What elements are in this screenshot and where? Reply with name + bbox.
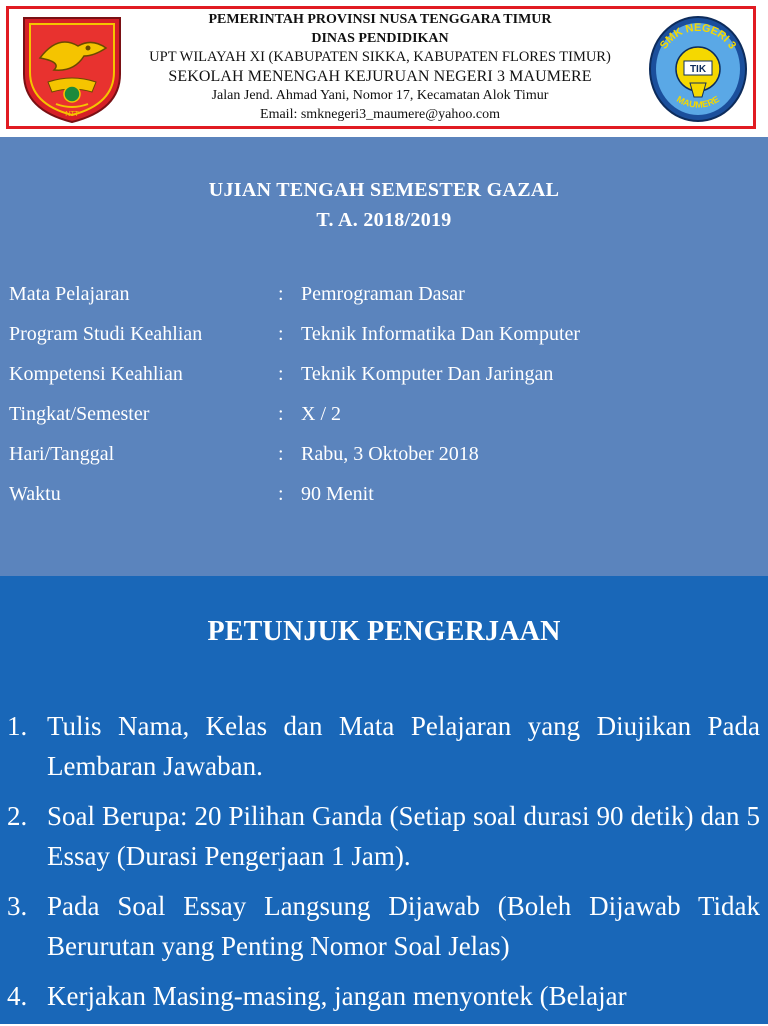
item-number: 1. [7, 711, 28, 741]
info-label: Hari/Tanggal [9, 443, 115, 465]
school-email: Email: smknegeri3_maumere@yahoo.com [260, 107, 500, 122]
item-text: Kerjakan Masing-masing, jangan menyontek (Belajar [47, 981, 627, 1011]
info-value: Pemrograman Dasar [301, 283, 465, 305]
info-colon: : [278, 283, 284, 305]
info-label: Program Studi Keahlian [9, 323, 203, 345]
info-row-study-program [9, 319, 749, 359]
school-logo-bottom-text: MAUMERE [675, 93, 722, 110]
school-logo [646, 13, 750, 125]
regional-unit: UPT WILAYAH XI (KABUPATEN SIKKA, KABUPATEN FLORES TIMUR) [149, 49, 611, 65]
exam-title: UJIAN TENGAH SEMESTER GAZAL [208, 179, 560, 201]
letterhead [0, 0, 768, 137]
info-label: Tingkat/Semester [9, 403, 150, 425]
department-name: DINAS PENDIDIKAN [311, 31, 449, 46]
province-emblem-logo [18, 12, 126, 124]
info-colon: : [278, 443, 284, 465]
info-row-duration [9, 479, 749, 519]
list-item [7, 886, 760, 966]
info-label: Waktu [9, 483, 61, 505]
school-logo-center-text: TIK [689, 64, 707, 75]
info-label: Mata Pelajaran [9, 283, 130, 305]
info-colon: : [278, 403, 284, 425]
info-value: Rabu, 3 Oktober 2018 [301, 443, 479, 465]
item-number: 2. [7, 801, 28, 831]
item-text: Tulis Nama, Kelas dan Mata Pelajaran yang Diujikan Pada Lembaran Jawaban. [47, 711, 760, 781]
school-logo-top-text: SMK NEGERI 3 [657, 21, 739, 52]
item-text: Pada Soal Essay Langsung Dijawab (Boleh Dijawab Tidak Berurutan yang Penting Nomor Soal Jelas) [47, 891, 760, 961]
exam-title-block [0, 175, 768, 235]
list-item [7, 706, 760, 786]
info-value: Teknik Komputer Dan Jaringan [301, 363, 554, 385]
instructions-list [7, 706, 760, 1026]
list-item [7, 976, 760, 1016]
exam-info-section [0, 137, 768, 576]
letterhead-text [140, 10, 620, 124]
emblem-text: NTT [65, 111, 79, 118]
info-row-date [9, 439, 749, 479]
academic-year: T. A. 2018/2019 [316, 209, 452, 231]
info-value: X / 2 [301, 403, 341, 425]
school-name: SEKOLAH MENENGAH KEJURUAN NEGERI 3 MAUMERE [168, 68, 592, 85]
info-colon: : [278, 363, 284, 385]
info-colon: : [278, 323, 284, 345]
government-name: PEMERINTAH PROVINSI NUSA TENGGARA TIMUR [208, 12, 552, 27]
item-number: 3. [7, 891, 28, 921]
item-number: 4. [7, 981, 28, 1011]
instructions-title: PETUNJUK PENGERJAAN [207, 616, 561, 647]
info-row-competency [9, 359, 749, 399]
info-label: Kompetensi Keahlian [9, 363, 183, 385]
school-address: Jalan Jend. Ahmad Yani, Nomor 17, Kecamatan Alok Timur [211, 88, 549, 103]
info-value: Teknik Informatika Dan Komputer [301, 323, 581, 345]
info-row-level-semester [9, 399, 749, 439]
info-value: 90 Menit [301, 483, 374, 505]
info-colon: : [278, 483, 284, 505]
exam-info-table [9, 279, 749, 519]
item-text: Soal Berupa: 20 Pilihan Ganda (Setiap soal durasi 90 detik) dan 5 Essay (Durasi Pengerjaan 1 Jam). [47, 801, 760, 871]
instructions-section [0, 576, 768, 1024]
info-row-subject [9, 279, 749, 319]
list-item [7, 796, 760, 876]
